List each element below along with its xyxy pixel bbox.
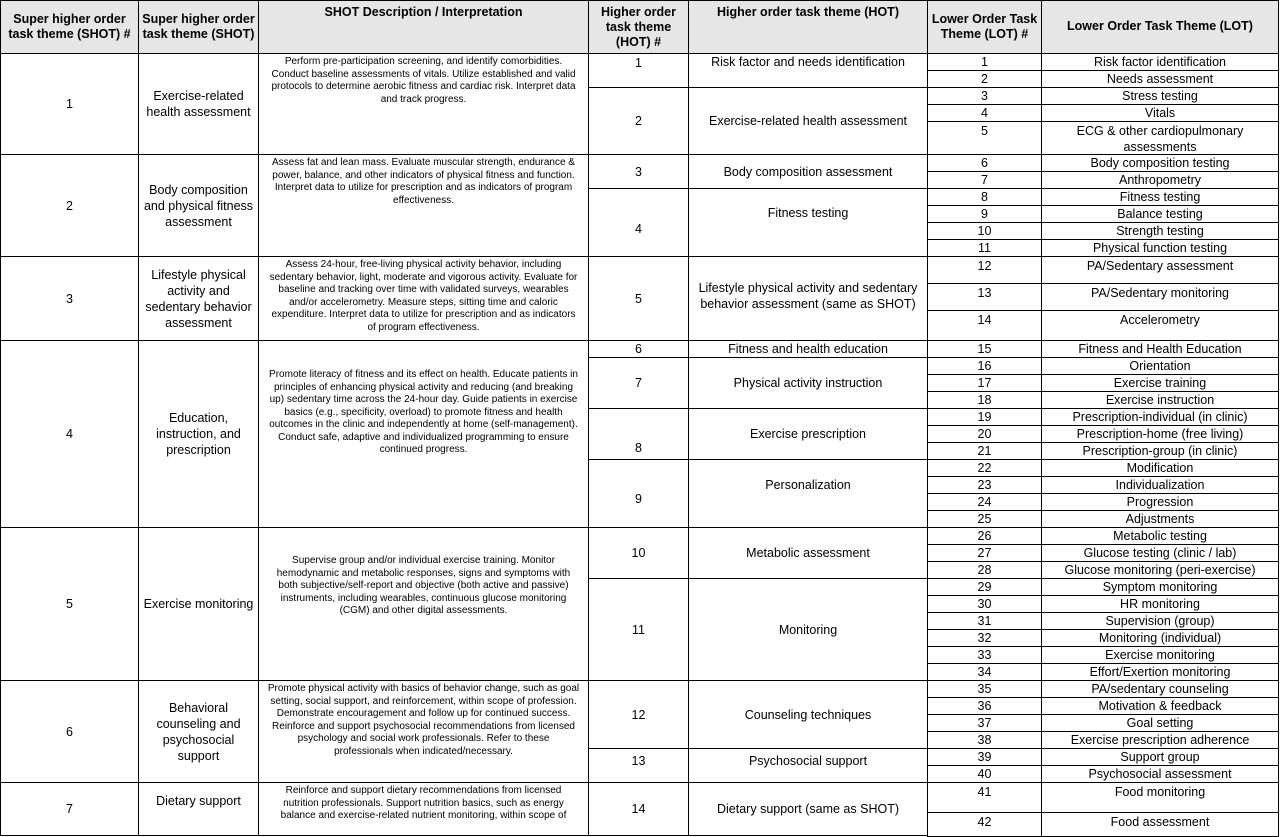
lot-theme: Food assessment bbox=[1041, 812, 1279, 837]
lot-number: 11 bbox=[927, 239, 1042, 257]
lot-theme: Exercise prescription adherence bbox=[1041, 731, 1279, 749]
lot-number: 20 bbox=[927, 425, 1042, 443]
lot-number: 17 bbox=[927, 374, 1042, 392]
lot-number: 9 bbox=[927, 205, 1042, 223]
lot-number: 8 bbox=[927, 188, 1042, 206]
lot-number: 28 bbox=[927, 561, 1042, 579]
hot-theme: Dietary support (same as SHOT) bbox=[688, 782, 928, 836]
lot-theme: Fitness and Health Education bbox=[1041, 340, 1279, 358]
lot-number: 34 bbox=[927, 663, 1042, 681]
lot-number: 37 bbox=[927, 714, 1042, 732]
lot-theme: Prescription-individual (in clinic) bbox=[1041, 408, 1279, 426]
shot-theme: Education, instruction, and prescription bbox=[138, 340, 259, 528]
shot-number: 1 bbox=[0, 53, 139, 155]
lot-number: 38 bbox=[927, 731, 1042, 749]
hot-number: 7 bbox=[588, 357, 689, 409]
shot-description: Reinforce and support dietary recommendations from licensed nutrition professionals. Support nutrition basics, such as energy balance and exercise-related nutrient monitoring, within scope of bbox=[258, 782, 589, 836]
hot-theme: Exercise-related health assessment bbox=[688, 87, 928, 155]
lot-number: 23 bbox=[927, 476, 1042, 494]
hot-number: 3 bbox=[588, 154, 689, 189]
hot-number: 4 bbox=[588, 188, 689, 257]
hot-number: 2 bbox=[588, 87, 689, 155]
hot-theme: Fitness and health education bbox=[688, 340, 928, 358]
hot-number: 8 bbox=[588, 408, 689, 460]
lot-theme: Monitoring (individual) bbox=[1041, 629, 1279, 647]
lot-theme: Effort/Exertion monitoring bbox=[1041, 663, 1279, 681]
lot-number: 1 bbox=[927, 53, 1042, 71]
shot-number: 3 bbox=[0, 256, 139, 341]
lot-theme: Physical function testing bbox=[1041, 239, 1279, 257]
lot-theme: Psychosocial assessment bbox=[1041, 765, 1279, 783]
shot-description: Assess fat and lean mass. Evaluate muscular strength, endurance & power, balance, and other indicators of physical fitness and function. Interpret data to utilize for prescription and as indicators of program effectiveness. bbox=[258, 154, 589, 257]
lot-number: 3 bbox=[927, 87, 1042, 105]
hot-number: 14 bbox=[588, 782, 689, 836]
lot-theme: Orientation bbox=[1041, 357, 1279, 375]
lot-theme: PA/Sedentary assessment bbox=[1041, 256, 1279, 284]
lot-theme: Body composition testing bbox=[1041, 154, 1279, 172]
shot-theme: Behavioral counseling and psychosocial support bbox=[138, 680, 259, 783]
lot-number: 21 bbox=[927, 442, 1042, 460]
header-hot-theme: Higher order task theme (HOT) bbox=[688, 0, 928, 54]
hot-theme: Body composition assessment bbox=[688, 154, 928, 189]
lot-number: 30 bbox=[927, 595, 1042, 613]
lot-number: 6 bbox=[927, 154, 1042, 172]
shot-description: Assess 24-hour, free-living physical activity behavior, including sedentary behavior, light, moderate and vigorous activity. Evaluate for baseline and tracking over time with validated surveys, wearables and/or accelerometry. Measure steps, sitting time and caloric expenditure. Interpret data to utilize for prescription and as indicators of program effectiveness. bbox=[258, 256, 589, 341]
lot-theme: Exercise monitoring bbox=[1041, 646, 1279, 664]
lot-theme: Strength testing bbox=[1041, 222, 1279, 240]
header-shot-theme: Super higher order task theme (SHOT) bbox=[138, 0, 259, 54]
lot-theme: Prescription-group (in clinic) bbox=[1041, 442, 1279, 460]
lot-number: 16 bbox=[927, 357, 1042, 375]
header-lot-theme: Lower Order Task Theme (LOT) bbox=[1041, 0, 1279, 54]
lot-theme: Support group bbox=[1041, 748, 1279, 766]
lot-number: 24 bbox=[927, 493, 1042, 511]
hot-theme: Physical activity instruction bbox=[688, 357, 928, 409]
lot-theme: Anthropometry bbox=[1041, 171, 1279, 189]
lot-theme: Balance testing bbox=[1041, 205, 1279, 223]
lot-number: 18 bbox=[927, 391, 1042, 409]
hot-number: 5 bbox=[588, 256, 689, 341]
lot-theme: Stress testing bbox=[1041, 87, 1279, 105]
lot-theme: Exercise training bbox=[1041, 374, 1279, 392]
lot-number: 27 bbox=[927, 544, 1042, 562]
header-lot-number: Lower Order Task Theme (LOT) # bbox=[927, 0, 1042, 54]
lot-number: 10 bbox=[927, 222, 1042, 240]
lot-theme: Risk factor identification bbox=[1041, 53, 1279, 71]
lot-number: 33 bbox=[927, 646, 1042, 664]
shot-number: 7 bbox=[0, 782, 139, 836]
lot-number: 5 bbox=[927, 121, 1042, 155]
lot-theme: Glucose monitoring (peri-exercise) bbox=[1041, 561, 1279, 579]
lot-theme: Symptom monitoring bbox=[1041, 578, 1279, 596]
lot-theme: Accelerometry bbox=[1041, 310, 1279, 341]
lot-theme: ECG & other cardiopulmonary assessments bbox=[1041, 121, 1279, 155]
hot-theme: Monitoring bbox=[688, 578, 928, 681]
lot-theme: Glucose testing (clinic / lab) bbox=[1041, 544, 1279, 562]
lot-theme: Motivation & feedback bbox=[1041, 697, 1279, 715]
hot-theme: Exercise prescription bbox=[688, 408, 928, 460]
hot-theme: Metabolic assessment bbox=[688, 527, 928, 579]
hot-number: 13 bbox=[588, 748, 689, 783]
lot-theme: Individualization bbox=[1041, 476, 1279, 494]
lot-number: 31 bbox=[927, 612, 1042, 630]
shot-theme: Exercise monitoring bbox=[138, 527, 259, 681]
lot-number: 14 bbox=[927, 310, 1042, 341]
shot-theme: Dietary support bbox=[138, 782, 259, 836]
lot-theme: Adjustments bbox=[1041, 510, 1279, 528]
lot-number: 4 bbox=[927, 104, 1042, 122]
lot-number: 40 bbox=[927, 765, 1042, 783]
lot-number: 15 bbox=[927, 340, 1042, 358]
header-shot-number: Super higher order task theme (SHOT) # bbox=[0, 0, 139, 54]
shot-description: Perform pre-participation screening, and identify comorbidities. Conduct baseline assessments of vitals. Utilize established and valid protocols to determine aerobic fitness and cardiac risk. Interpret data and track progress. bbox=[258, 53, 589, 155]
lot-number: 29 bbox=[927, 578, 1042, 596]
hot-number: 1 bbox=[588, 53, 689, 88]
hot-number: 9 bbox=[588, 459, 689, 528]
lot-number: 41 bbox=[927, 782, 1042, 813]
shot-theme: Lifestyle physical activity and sedentary behavior assessment bbox=[138, 256, 259, 341]
lot-number: 19 bbox=[927, 408, 1042, 426]
lot-theme: PA/Sedentary monitoring bbox=[1041, 283, 1279, 311]
lot-theme: Supervision (group) bbox=[1041, 612, 1279, 630]
lot-number: 32 bbox=[927, 629, 1042, 647]
lot-theme: Exercise instruction bbox=[1041, 391, 1279, 409]
shot-theme: Body composition and physical fitness assessment bbox=[138, 154, 259, 257]
lot-theme: Metabolic testing bbox=[1041, 527, 1279, 545]
lot-number: 22 bbox=[927, 459, 1042, 477]
lot-theme: Needs assessment bbox=[1041, 70, 1279, 88]
shot-number: 4 bbox=[0, 340, 139, 528]
lot-number: 39 bbox=[927, 748, 1042, 766]
shot-number: 5 bbox=[0, 527, 139, 681]
hot-theme: Lifestyle physical activity and sedentary behavior assessment (same as SHOT) bbox=[688, 256, 928, 341]
shot-number: 2 bbox=[0, 154, 139, 257]
lot-number: 13 bbox=[927, 283, 1042, 311]
hot-number: 10 bbox=[588, 527, 689, 579]
shot-theme: Exercise-related health assessment bbox=[138, 53, 259, 155]
lot-theme: HR monitoring bbox=[1041, 595, 1279, 613]
shot-description: Promote literacy of fitness and its effect on health. Educate patients in principles of enhancing physical activity and reducing (and breaking up) sedentary time across the 24-hour day. Guide patients in exercise basics (e.g., specificity, overload) to promote fitness and health outcomes in the clinic and independently at home (self-management). Conduct safe, adaptive and individualized programming to ensure continued progress. bbox=[258, 340, 589, 528]
shot-description: Supervise group and/or individual exercise training. Monitor hemodynamic and metabolic responses, signs and symptoms with both subjective/self-report and objective (both active and passive) instruments, including wearables, continuous glucose monitoring (CGM) and other digital assessments. bbox=[258, 527, 589, 681]
shot-description: Promote physical activity with basics of behavior change, such as goal setting, social support, and reinforcement, within scope of profession. Demonstrate encouragement and follow up for continued success. Reinforce and support psychosocial recommendations from licensed psychology and social work professionals. Refer to these professionals when indicated/necessary. bbox=[258, 680, 589, 783]
lot-number: 2 bbox=[927, 70, 1042, 88]
lot-theme: Food monitoring bbox=[1041, 782, 1279, 813]
lot-theme: Goal setting bbox=[1041, 714, 1279, 732]
header-shot-description: SHOT Description / Interpretation bbox=[258, 0, 589, 54]
lot-theme: PA/sedentary counseling bbox=[1041, 680, 1279, 698]
lot-number: 35 bbox=[927, 680, 1042, 698]
lot-number: 42 bbox=[927, 812, 1042, 837]
lot-number: 26 bbox=[927, 527, 1042, 545]
hot-theme: Risk factor and needs identification bbox=[688, 53, 928, 88]
lot-number: 7 bbox=[927, 171, 1042, 189]
lot-number: 36 bbox=[927, 697, 1042, 715]
hot-number: 12 bbox=[588, 680, 689, 749]
hot-number: 11 bbox=[588, 578, 689, 681]
hot-theme: Counseling techniques bbox=[688, 680, 928, 749]
hot-number: 6 bbox=[588, 340, 689, 358]
hot-theme: Psychosocial support bbox=[688, 748, 928, 783]
lot-theme: Progression bbox=[1041, 493, 1279, 511]
lot-number: 12 bbox=[927, 256, 1042, 284]
lot-theme: Modification bbox=[1041, 459, 1279, 477]
hot-theme: Personalization bbox=[688, 459, 928, 528]
hot-theme: Fitness testing bbox=[688, 188, 928, 257]
lot-theme: Prescription-home (free living) bbox=[1041, 425, 1279, 443]
shot-number: 6 bbox=[0, 680, 139, 783]
header-hot-number: Higher order task theme (HOT) # bbox=[588, 0, 689, 54]
lot-theme: Vitals bbox=[1041, 104, 1279, 122]
lot-theme: Fitness testing bbox=[1041, 188, 1279, 206]
lot-number: 25 bbox=[927, 510, 1042, 528]
